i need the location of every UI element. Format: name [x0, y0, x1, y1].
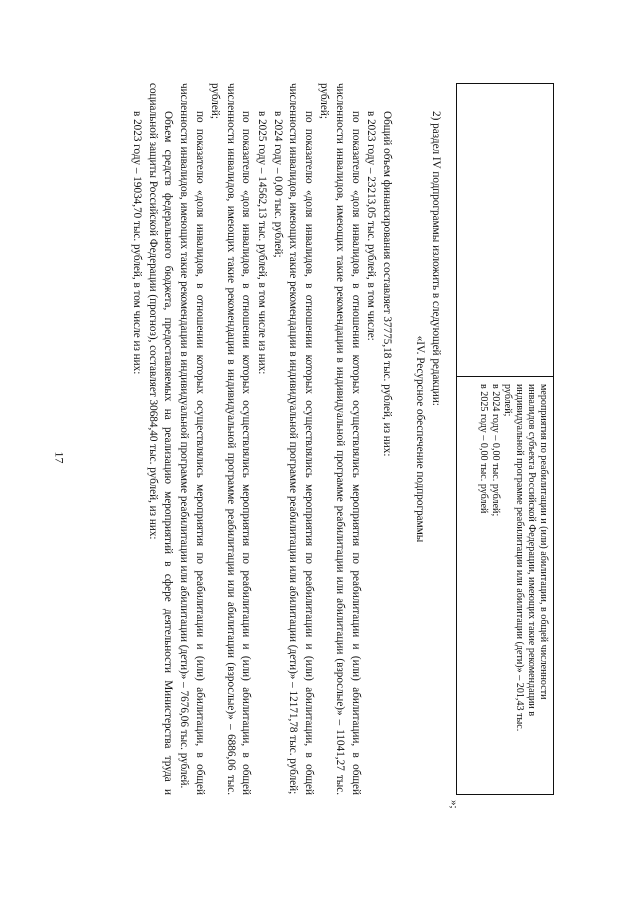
table-line: индивидуальной программе реабилитации или абилитации (дети)» – 201,43 тыс.: [513, 384, 525, 732]
table-line: мероприятия по реабилитации и (или) абилитации, в общей численности: [538, 384, 549, 700]
paragraph: в 2023 году – 23213,05 тыс. рублей, в том числе:: [365, 111, 378, 341]
table-line: в 2024 году – 0,00 тыс. рублей;: [489, 384, 501, 517]
paragraph: по показателю «доля инвалидов, в отношении которых осуществлялись мероприятия по реабилитации и (или) абилитации, в общей численности инвалидов, имеющих такие рекомендации в индивидуальной программе реабилитации или абилитации (дети)» – 12171,78 тыс. рублей;: [287, 83, 315, 795]
paragraph: в 2025 году – 14562,13 тыс. рублей, в том числе из них:: [256, 111, 269, 375]
closing-quote: »;: [448, 800, 460, 809]
table-line: в 2025 году – 0,00 тыс. рублей: [477, 384, 489, 514]
paragraph: по показателю «доля инвалидов, в отношении которых осуществлялись мероприятия по реабилитации и (или) абилитации, в общей численности инвалидов, имеющих такие рекомендации в индивидуальной программе реабилитации или абилитации (дети)» – 7676,06 тыс. рублей.: [178, 83, 206, 795]
paragraph: по показателю «доля инвалидов, в отношении которых осуществлялись мероприятия по реабилитации и (или) абилитации, в общей численности инвалидов, имеющих такие рекомендации в индивидуальной программе реабилитации или абилитации (взрослые)» – 6886,06 тыс. рублей;: [209, 83, 253, 795]
paragraph: Объем средств федерального бюджета, предоставляемых на реализацию мероприятий в сфере деятельности Министерства труда и социальной защиты Российской Федерации (прогноз), составляет 30684,40 тыс. рублей, из них:: [146, 83, 175, 795]
paragraph: по показателю «доля инвалидов, в отношении которых осуществлялись мероприятия по реабилитации и (или) абилитации, в общей численности инвалидов, имеющих такие рекомендации в индивидуальной программе реабилитации или абилитации (взрослые)» – 11041,27 тыс. рублей;: [318, 83, 362, 795]
rotated-document-page: [96, 58, 566, 846]
paragraph: в 2023 году – 19034,70 тыс. рублей, в том числе из них:: [131, 111, 144, 375]
section-instruction: 2) раздел IV подпрограммы изложить в следующей редакции:: [430, 111, 442, 406]
table-left-cell: [457, 84, 553, 377]
table-right-cell: [457, 376, 553, 796]
section-heading: «IV. Ресурсное обеспечение подпрограммы: [414, 335, 427, 543]
financing-table: [456, 83, 554, 795]
paragraph: в 2024 году – 0,00 тыс. рублей;: [271, 111, 284, 258]
document-body: [129, 83, 443, 795]
paragraph: Общий объем финансирования составляет 37775,18 тыс. рублей, из них:: [380, 111, 393, 457]
table-line: инвалидов субъекта Российской Федерации, имеющих такие рекомендации в: [525, 384, 537, 717]
table-line: рублей;: [501, 384, 513, 417]
page-number: 17: [52, 451, 67, 464]
